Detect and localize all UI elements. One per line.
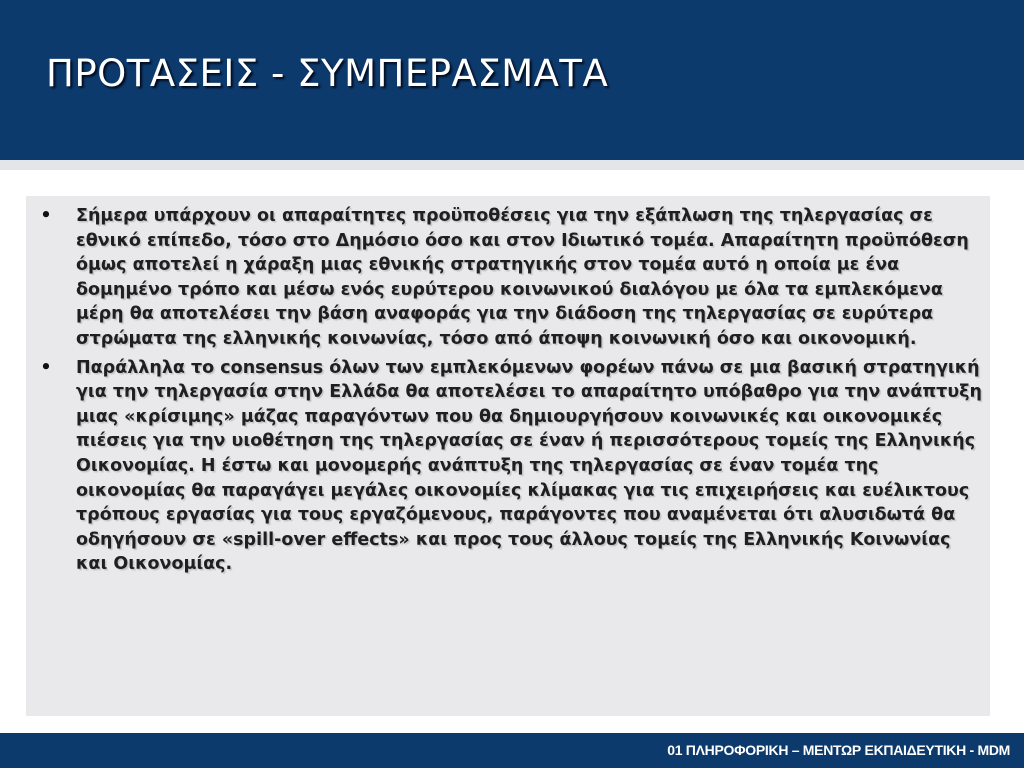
header-divider — [0, 160, 1024, 170]
bullet-list — [40, 204, 982, 581]
slide-title: ΠΡΟΤΑΣΕΙΣ - ΣΥΜΠΕΡΑΣΜΑΤΑ — [46, 52, 609, 95]
header-bar — [0, 0, 1024, 160]
bullet-icon: • — [40, 206, 52, 226]
bullet-item — [40, 356, 982, 577]
footer-text: 01 ΠΛΗΡΟΦΟΡΙΚΗ – ΜΕΝΤΩΡ ΕΚΠΑΙΔΕΥΤΙΚΗ - MDM — [667, 742, 1010, 758]
bullet-text: Παράλληλα το consensus όλων των εμπλεκόμενων φορέων πάνω σε μια βασική στρατηγική για την τηλεργασία στην Ελλάδα θα αποτελέσει το απαραίτητο υπόβαθρο για την ανάπτυξη μιας «κρίσιμης» μάζας παραγόντων που θα δημιουργήσουν κοινωνικές και οικονομικές πιέσεις για την υιοθέτηση της τηλεργασίας σε έναν ή περισσότερους τομείς της Ελληνικής Οικονομίας. Η έστω και μονομερής ανάπτυξη της τηλεργασίας σε έναν τομέα της οικονομίας θα παραγάγει μεγάλες οικονομίες κλίμακας για τις επιχειρήσεις και ευέλικτους τρόπους εργασίας για τους εργαζόμενους, παράγοντες που αναμένεται ότι αλυσιδωτά θα οδηγήσουν σε «spill-over effects» και προς τους άλλους τομείς της Ελληνικής Κοινωνίας και Οικονομίας. — [76, 357, 982, 575]
bullet-text: Σήμερα υπάρχουν οι απαραίτητες προϋποθέσεις για την εξάπλωση της τηλεργασίας σε εθνικό επίπεδο, τόσο στο Δημόσιο όσο και στον Ιδιωτικό τομέα. Απαραίτητη προϋπόθεση όμως αποτελεί η χάραξη μιας εθνικής στρατηγικής στον τομέα αυτό η οποία με ένα δομημένο τρόπο και μέσω ενός ευρύτερου κοινωνικού διαλόγου με όλα τα εμπλεκόμενα μέρη θα αποτελέσει την βάση αναφοράς για την διάδοση της τηλεργασίας σε ευρύτερα στρώματα της ελληνικής κοινωνίας, τόσο από άποψη κοινωνική όσο και οικονομική. — [76, 206, 969, 349]
bullet-item — [40, 204, 982, 352]
bullet-icon: • — [40, 357, 52, 378]
footer-bar — [0, 733, 1024, 768]
